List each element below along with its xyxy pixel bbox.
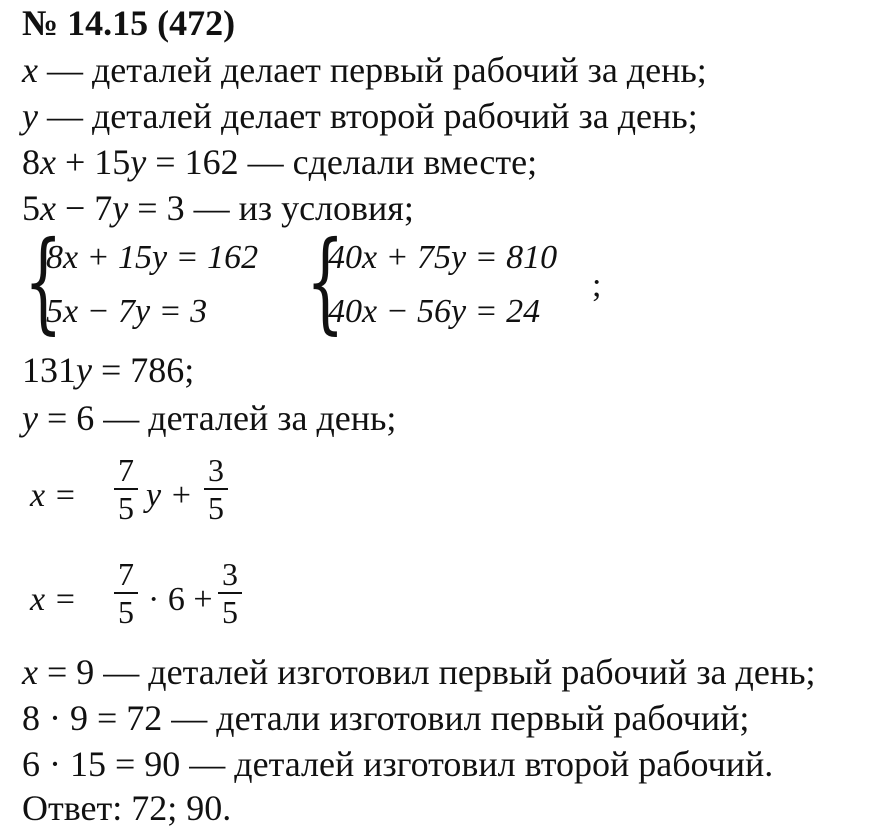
answer-line: Ответ: 72; 90. [22,788,232,828]
coef: 131 [22,350,76,390]
fraction-numerator: 7 [118,452,134,488]
line-second-worker-total: 6 · 15 = 90 — деталей изготовил второй рабочий. [22,744,774,784]
formula-x-substituted [30,556,250,646]
fraction-denominator: 5 [118,594,134,630]
line-equation-together [22,142,537,182]
line-text: = 3 — из условия; [128,188,414,228]
line-y-definition [22,96,698,136]
fraction-7-5 [112,452,140,526]
line-131y [22,350,194,390]
line-text: — деталей делает первый рабочий за день; [37,50,707,90]
var-x: x [22,652,38,692]
system-of-equations-2 [306,217,616,345]
line-y-value [22,398,396,438]
formula-lhs: x = [30,581,77,618]
formula-middle: y + [146,477,193,514]
formula-middle: · 6 + [148,581,213,618]
line-text: = 6 — деталей за день; [37,398,397,438]
system2-equation-2: 40x − 56y = 24 [328,293,541,330]
line-text: = 9 — деталей изготовил первый рабочий за день; [37,652,816,692]
coef: 5 [22,188,40,228]
system2-semicolon: ; [592,267,602,304]
var-y: y [22,96,38,136]
formula-x-expression [30,452,230,542]
fraction-denominator: 5 [222,594,238,630]
fraction-numerator: 3 [222,556,238,592]
brace-symbol: { [306,217,345,345]
formula-lhs: x = [30,477,77,514]
coef: − 7 [55,188,113,228]
line-x-definition [22,50,707,90]
fraction-7-5 [112,556,140,630]
page-title: № 14.15 (472) [22,3,236,43]
line-text: — деталей делает второй рабочий за день; [37,96,698,136]
fraction-numerator: 3 [208,452,224,488]
fraction-denominator: 5 [208,490,224,526]
line-text: = 786; [91,350,195,390]
coef: 8 [22,142,40,182]
system-of-equations-1 [24,217,294,345]
line-x-value [22,652,816,692]
line-first-worker-total: 8 · 9 = 72 — детали изготовил первый рабочий; [22,698,750,738]
var-x: x [40,142,56,182]
coef: + 15 [55,142,131,182]
system1-equation-2: 5x − 7y = 3 [46,293,208,330]
var-x: x [22,50,38,90]
fraction-denominator: 5 [118,490,134,526]
fraction-3-5 [202,452,230,526]
fraction-3-5 [216,556,244,630]
var-y: y [130,142,147,182]
system1-equation-1: 8x + 15y = 162 [46,239,259,276]
line-equation-condition [22,188,414,228]
var-x: x [40,188,56,228]
fraction-numerator: 7 [118,556,134,592]
line-text: = 162 — сделали вместе; [146,142,538,182]
var-y: y [76,350,92,390]
brace-symbol: { [24,217,63,345]
var-y: y [112,188,129,228]
var-y: y [22,398,38,438]
system2-equation-1: 40x + 75y = 810 [328,239,558,276]
